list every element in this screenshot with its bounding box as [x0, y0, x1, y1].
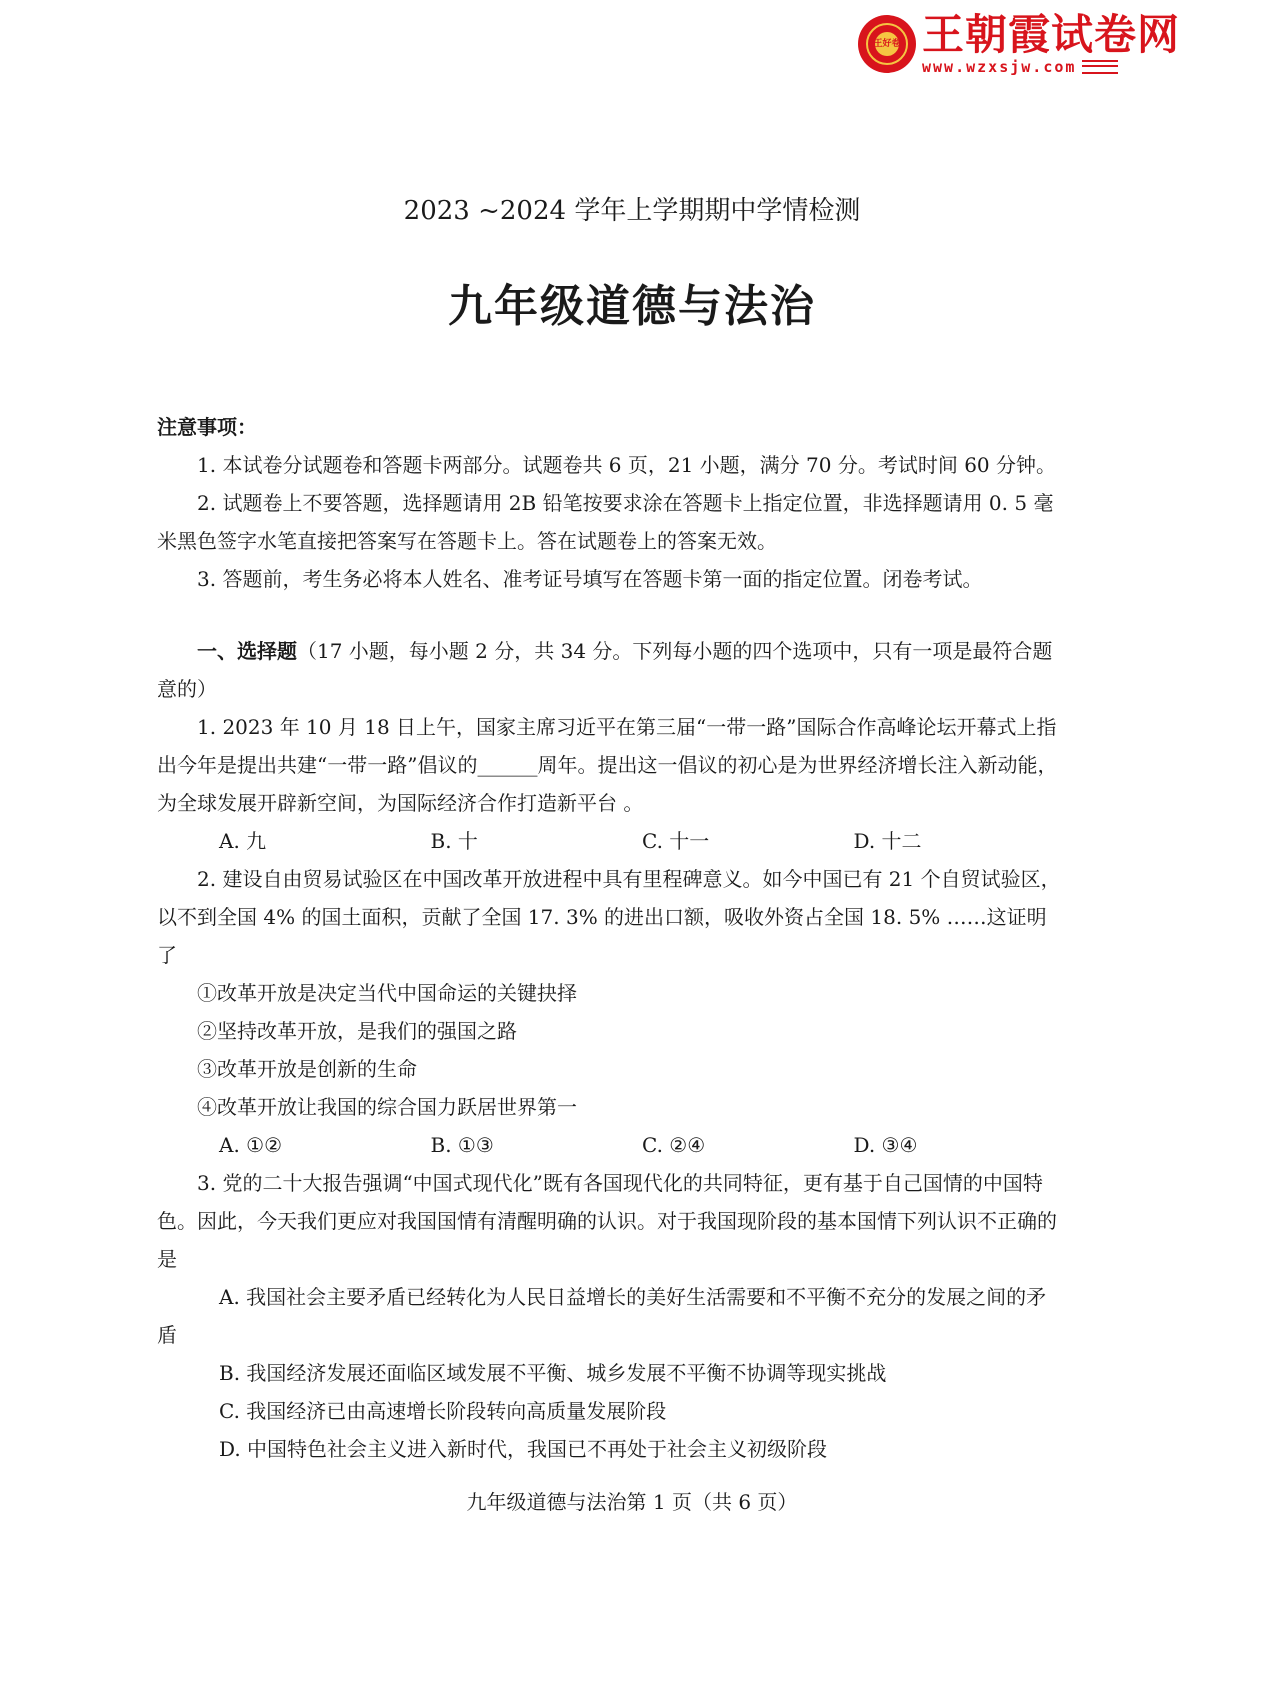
question-2-options: [157, 1126, 1065, 1164]
question-1-option-d: D. 十二: [853, 829, 922, 853]
question-2-option-a: A. ①②: [219, 1133, 283, 1157]
question-3-option-b: B. 我国经济发展还面临区域发展不平衡、城乡发展不平衡不协调等现实挑战: [219, 1361, 887, 1385]
exam-title: 2023 ~2024 学年上学期期中学情检测: [403, 196, 861, 226]
question-2-stem: 2. 建设自由贸易试验区在中国改革开放进程中具有里程碑意义。如今中国已有 21 个自贸试验区，以不到全国 4% 的国土面积，贡献了全国 17. 3% 的进出口额，吸收外资占全国 18. 5% ……这证明了: [157, 867, 1061, 967]
question-2-statement-1: ①改革开放是决定当代中国命运的关键抉择: [197, 981, 577, 1005]
question-1-options: [157, 822, 1065, 860]
question-2-option-c: C. ②④: [642, 1133, 706, 1157]
seal-text: 王好卷: [873, 39, 901, 49]
logo-title: 王朝霞试卷网: [922, 10, 1181, 59]
logo-url: www.wzxsjw.com: [922, 58, 1077, 76]
page-footer: 九年级道德与法治第 1 页（共 6 页）: [466, 1490, 798, 1514]
question-1-stem: 1. 2023 年 10 月 18 日上午，国家主席习近平在第三届“一带一路”国际合作高峰论坛开幕式上指出今年是提出共建“一带一路”倡议的______周年。提出这一倡议的初心是为世界经济增长注入新动能，为全球发展开辟新空间，为国际经济合作打造新平台 。: [157, 715, 1058, 815]
question-1-option-a: A. 九: [219, 829, 267, 853]
page-content: [157, 408, 1065, 1468]
question-1-option-b: B. 十: [430, 829, 478, 853]
question-3-stem: 3. 党的二十大报告强调“中国式现代化”既有各国现代化的共同特征，更有基于自己国情的中国特色。因此，今天我们更应对我国国情有清醒明确的认识。对于我国现阶段的基本国情下列认识不正确的是: [157, 1171, 1057, 1271]
subject-title: 九年级道德与法治: [448, 281, 816, 332]
question-3-option-a: A. 我国社会主要矛盾已经转化为人民日益增长的美好生活需要和不平衡不充分的发展之间的矛盾: [157, 1285, 1047, 1347]
question-2-option-d: D. ③④: [853, 1133, 918, 1157]
question-2-option-b: B. ①③: [430, 1133, 494, 1157]
seal-icon: [858, 15, 916, 73]
notice-item-2: 2. 试题卷上不要答题，选择题请用 2B 铅笔按要求涂在答题卡上指定位置，非选择题请用 0. 5 毫米黑色签字水笔直接把答案写在答题卡上。答在试题卷上的答案无效。: [157, 491, 1054, 553]
section-desc: （17 小题，每小题 2 分，共 34 分。下列每小题的四个选项中，只有一项是最符合题意的）: [157, 639, 1053, 701]
notice-item-3: 3. 答题前，考生务必将本人姓名、准考证号填写在答题卡第一面的指定位置。闭卷考试。: [197, 567, 983, 591]
question-2-statement-3: ③改革开放是创新的生命: [197, 1057, 417, 1081]
question-3-option-d: D. 中国特色社会主义进入新时代，我国已不再处于社会主义初级阶段: [219, 1437, 828, 1461]
logo-lines-icon: [1082, 60, 1118, 74]
question-2-statement-4: ④改革开放让我国的综合国力跃居世界第一: [197, 1095, 577, 1119]
notice-heading: 注意事项：: [157, 415, 257, 439]
section-title: 一、选择题: [197, 639, 297, 663]
question-2-statement-2: ②坚持改革开放，是我们的强国之路: [197, 1019, 517, 1043]
notice-item-1: 1. 本试卷分试题卷和答题卡两部分。试题卷共 6 页，21 小题，满分 70 分。考试时间 60 分钟。: [197, 453, 1057, 477]
question-3-option-c: C. 我国经济已由高速增长阶段转向高质量发展阶段: [219, 1399, 667, 1423]
question-1-option-c: C. 十一: [642, 829, 710, 853]
section-heading: [157, 632, 1065, 708]
site-logo: [858, 12, 1180, 76]
